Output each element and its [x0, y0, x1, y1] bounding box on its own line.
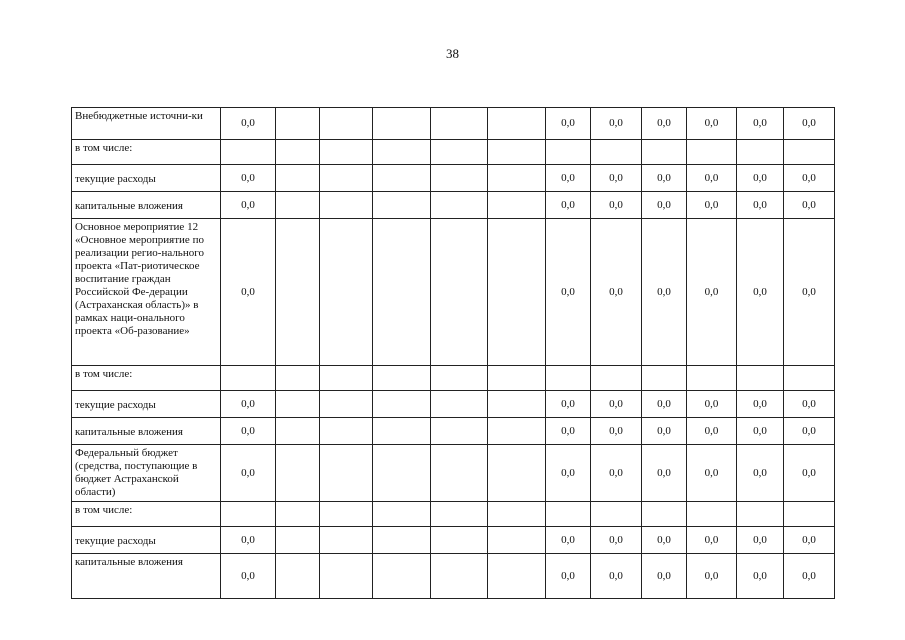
- value-cell: [373, 418, 431, 445]
- budget-table: [71, 107, 835, 599]
- value-cell: [276, 366, 320, 391]
- value-cell: 0,0: [221, 445, 276, 502]
- value-cell: 0,0: [687, 527, 737, 554]
- value-cell: [431, 108, 488, 140]
- value-cell: [373, 165, 431, 192]
- value-cell: [320, 192, 373, 219]
- table-row: [72, 502, 835, 527]
- value-cell: [687, 502, 737, 527]
- value-cell: [276, 445, 320, 502]
- value-cell: [320, 366, 373, 391]
- value-cell: [488, 366, 546, 391]
- value-cell: 0,0: [591, 165, 642, 192]
- value-cell: 0,0: [221, 108, 276, 140]
- value-cell: [276, 502, 320, 527]
- value-cell: 0,0: [221, 554, 276, 599]
- value-cell: [320, 527, 373, 554]
- value-cell: [488, 192, 546, 219]
- value-cell: [431, 219, 488, 366]
- value-cell: 0,0: [221, 527, 276, 554]
- value-cell: [687, 140, 737, 165]
- row-label: капитальные вложения: [72, 554, 221, 599]
- value-cell: 0,0: [687, 165, 737, 192]
- value-cell: 0,0: [546, 391, 591, 418]
- value-cell: [373, 108, 431, 140]
- value-cell: [431, 366, 488, 391]
- row-label: текущие расходы: [72, 391, 221, 418]
- value-cell: [373, 502, 431, 527]
- value-cell: 0,0: [784, 108, 835, 140]
- table-row: [72, 418, 835, 445]
- value-cell: 0,0: [784, 418, 835, 445]
- row-label: Основное мероприятие 12 «Основное мероприятие по реализации регио-нального проекта «Пат-риотическое воспитание граждан Российской Фе-дерации (Астраханская область)» в рамках наци-онального проекта «Об-разование»: [72, 219, 221, 366]
- table-row: [72, 192, 835, 219]
- value-cell: 0,0: [737, 108, 784, 140]
- value-cell: [373, 219, 431, 366]
- value-cell: [276, 391, 320, 418]
- value-cell: 0,0: [546, 445, 591, 502]
- value-cell: [488, 418, 546, 445]
- row-label: в том числе:: [72, 366, 221, 391]
- value-cell: [320, 165, 373, 192]
- value-cell: [373, 192, 431, 219]
- value-cell: 0,0: [642, 108, 687, 140]
- value-cell: [642, 502, 687, 527]
- value-cell: 0,0: [737, 391, 784, 418]
- table-row: [72, 527, 835, 554]
- value-cell: 0,0: [546, 554, 591, 599]
- value-cell: 0,0: [737, 192, 784, 219]
- value-cell: 0,0: [591, 554, 642, 599]
- value-cell: 0,0: [591, 418, 642, 445]
- table-row: [72, 140, 835, 165]
- value-cell: [488, 554, 546, 599]
- value-cell: 0,0: [737, 445, 784, 502]
- value-cell: [320, 418, 373, 445]
- value-cell: 0,0: [784, 391, 835, 418]
- value-cell: 0,0: [784, 219, 835, 366]
- value-cell: [591, 366, 642, 391]
- value-cell: [276, 527, 320, 554]
- value-cell: [431, 192, 488, 219]
- value-cell: 0,0: [591, 527, 642, 554]
- value-cell: [221, 502, 276, 527]
- value-cell: [431, 140, 488, 165]
- value-cell: 0,0: [546, 108, 591, 140]
- value-cell: [276, 219, 320, 366]
- value-cell: [737, 366, 784, 391]
- value-cell: [546, 140, 591, 165]
- value-cell: [373, 140, 431, 165]
- value-cell: [488, 140, 546, 165]
- value-cell: [373, 527, 431, 554]
- value-cell: [642, 366, 687, 391]
- value-cell: [431, 527, 488, 554]
- value-cell: [431, 502, 488, 527]
- value-cell: 0,0: [591, 192, 642, 219]
- value-cell: [737, 140, 784, 165]
- value-cell: 0,0: [687, 554, 737, 599]
- value-cell: [488, 391, 546, 418]
- value-cell: [221, 366, 276, 391]
- value-cell: 0,0: [221, 219, 276, 366]
- value-cell: [737, 502, 784, 527]
- row-label: Федеральный бюджет (средства, поступающие в бюджет Астраханской области): [72, 445, 221, 502]
- value-cell: [591, 502, 642, 527]
- value-cell: [546, 502, 591, 527]
- value-cell: 0,0: [687, 391, 737, 418]
- table-row: [72, 165, 835, 192]
- value-cell: 0,0: [687, 219, 737, 366]
- value-cell: 0,0: [591, 445, 642, 502]
- value-cell: [276, 165, 320, 192]
- value-cell: 0,0: [784, 165, 835, 192]
- value-cell: [687, 366, 737, 391]
- value-cell: [591, 140, 642, 165]
- value-cell: 0,0: [546, 418, 591, 445]
- value-cell: 0,0: [221, 192, 276, 219]
- value-cell: 0,0: [591, 108, 642, 140]
- value-cell: 0,0: [687, 192, 737, 219]
- value-cell: 0,0: [221, 418, 276, 445]
- value-cell: [276, 418, 320, 445]
- value-cell: [431, 165, 488, 192]
- value-cell: 0,0: [784, 445, 835, 502]
- value-cell: 0,0: [737, 219, 784, 366]
- value-cell: 0,0: [642, 219, 687, 366]
- value-cell: [320, 554, 373, 599]
- value-cell: [488, 219, 546, 366]
- value-cell: [276, 140, 320, 165]
- value-cell: 0,0: [737, 554, 784, 599]
- value-cell: 0,0: [687, 445, 737, 502]
- value-cell: [431, 445, 488, 502]
- value-cell: [373, 391, 431, 418]
- value-cell: [431, 418, 488, 445]
- value-cell: [373, 445, 431, 502]
- value-cell: [488, 445, 546, 502]
- value-cell: [320, 502, 373, 527]
- value-cell: 0,0: [546, 219, 591, 366]
- row-label: капитальные вложения: [72, 192, 221, 219]
- value-cell: 0,0: [642, 527, 687, 554]
- value-cell: 0,0: [784, 527, 835, 554]
- value-cell: [320, 445, 373, 502]
- value-cell: [488, 165, 546, 192]
- value-cell: [488, 502, 546, 527]
- value-cell: 0,0: [687, 108, 737, 140]
- value-cell: 0,0: [737, 165, 784, 192]
- value-cell: [431, 554, 488, 599]
- value-cell: [320, 391, 373, 418]
- value-cell: [276, 108, 320, 140]
- table-row: [72, 445, 835, 502]
- table-row: [72, 391, 835, 418]
- row-label: в том числе:: [72, 140, 221, 165]
- value-cell: [784, 366, 835, 391]
- value-cell: 0,0: [784, 554, 835, 599]
- table-row: [72, 366, 835, 391]
- value-cell: [642, 140, 687, 165]
- value-cell: [320, 108, 373, 140]
- value-cell: 0,0: [642, 391, 687, 418]
- value-cell: [431, 391, 488, 418]
- table-row: [72, 554, 835, 599]
- value-cell: [320, 140, 373, 165]
- value-cell: 0,0: [591, 219, 642, 366]
- value-cell: 0,0: [642, 554, 687, 599]
- value-cell: [488, 527, 546, 554]
- value-cell: [784, 140, 835, 165]
- value-cell: 0,0: [737, 527, 784, 554]
- value-cell: 0,0: [546, 192, 591, 219]
- page-number: 38: [446, 46, 459, 61]
- value-cell: 0,0: [737, 418, 784, 445]
- row-label: Внебюджетные источни-ки: [72, 108, 221, 140]
- value-cell: [373, 554, 431, 599]
- value-cell: 0,0: [642, 418, 687, 445]
- row-label: капитальные вложения: [72, 418, 221, 445]
- value-cell: 0,0: [642, 192, 687, 219]
- value-cell: [488, 108, 546, 140]
- value-cell: 0,0: [784, 192, 835, 219]
- value-cell: 0,0: [642, 445, 687, 502]
- row-label: в том числе:: [72, 502, 221, 527]
- value-cell: 0,0: [546, 165, 591, 192]
- row-label: текущие расходы: [72, 527, 221, 554]
- value-cell: 0,0: [591, 391, 642, 418]
- value-cell: 0,0: [642, 165, 687, 192]
- value-cell: [546, 366, 591, 391]
- table-row: [72, 219, 835, 366]
- value-cell: [276, 192, 320, 219]
- value-cell: [373, 366, 431, 391]
- row-label: текущие расходы: [72, 165, 221, 192]
- value-cell: 0,0: [221, 165, 276, 192]
- value-cell: [221, 140, 276, 165]
- value-cell: 0,0: [221, 391, 276, 418]
- value-cell: [784, 502, 835, 527]
- value-cell: 0,0: [546, 527, 591, 554]
- table-row: [72, 108, 835, 140]
- value-cell: [320, 219, 373, 366]
- value-cell: 0,0: [687, 418, 737, 445]
- value-cell: [276, 554, 320, 599]
